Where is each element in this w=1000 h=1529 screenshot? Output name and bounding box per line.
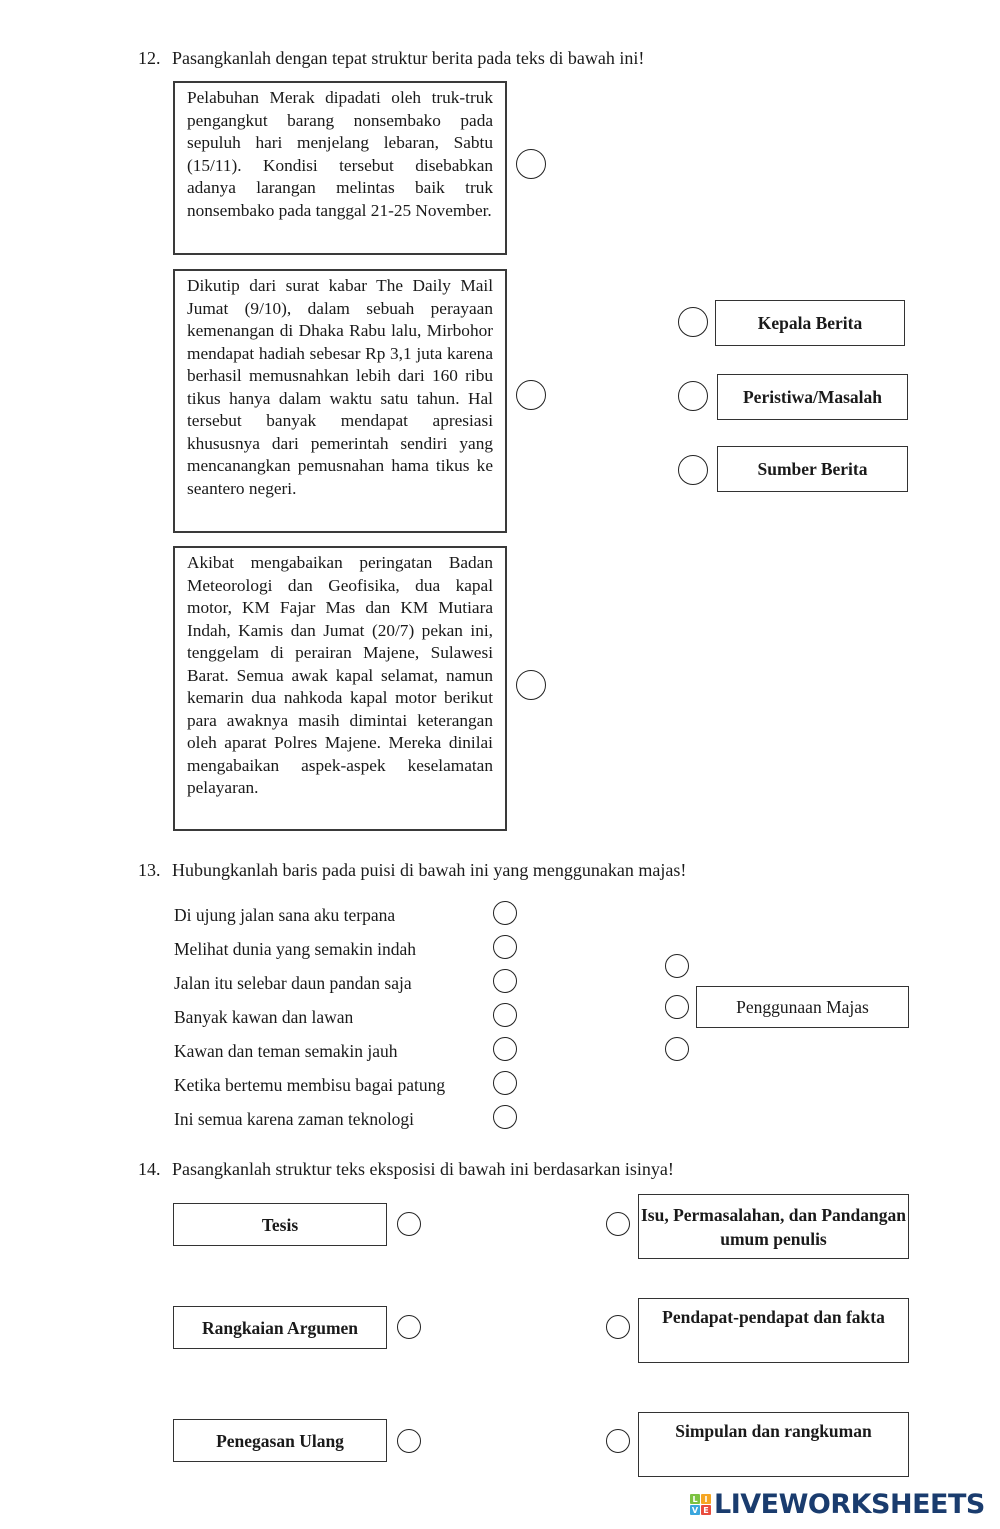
question-number: 12.	[138, 48, 161, 68]
option-rangkaian-argumen: Rangkaian Argumen	[173, 1306, 387, 1349]
option-peristiwa-masalah: Peristiwa/Masalah	[717, 374, 908, 420]
match-point-poem-line-6[interactable]	[493, 1071, 517, 1095]
match-point-rangkaian-argumen[interactable]	[397, 1315, 421, 1339]
question-instruction: Hubungkanlah baris pada puisi di bawah ini yang menggunakan majas!	[172, 860, 687, 880]
match-point-poem-line-2[interactable]	[493, 935, 517, 959]
match-point-poem-line-4[interactable]	[493, 1003, 517, 1027]
match-point-poem-line-7[interactable]	[493, 1105, 517, 1129]
question-instruction: Pasangkanlah struktur teks eksposisi di bawah ini berdasarkan isinya!	[172, 1159, 674, 1179]
match-point-poem-line-3[interactable]	[493, 969, 517, 993]
match-point-sumber-berita[interactable]	[678, 455, 708, 485]
match-point-passage-1[interactable]	[516, 149, 546, 179]
poem-line-3: Jalan itu selebar daun pandan saja	[174, 973, 412, 993]
liveworksheets-logo	[690, 1489, 985, 1520]
option-pendapat-fakta: Pendapat-pendapat dan fakta	[638, 1298, 909, 1363]
match-point-pendapat-fakta[interactable]	[606, 1315, 630, 1339]
match-point-passage-2[interactable]	[516, 380, 546, 410]
match-point-tesis[interactable]	[397, 1212, 421, 1236]
news-passage-3: Akibat mengabaikan peringatan Badan Meteorologi dan Geofisika, dua kapal motor, KM Fajar Mas dan KM Mutiara Indah, Kamis dan Jumat (20/7) pekan ini, tenggelam di perairan Majene, Sulawesi Barat. Semua awak kapal selamat, namun kemarin dua nahkoda kapal motor berikut para awaknya masih dimintai keterangan oleh aparat Polres Majene. Mereka dinilai mengabaikan aspek-aspek keselamatan pelayaran.	[173, 546, 507, 831]
option-penggunaan-majas: Penggunaan Majas	[696, 986, 909, 1028]
news-passage-1: Pelabuhan Merak dipadati oleh truk-truk pengangkut barang nonsembako pada sepuluh hari menjelang lebaran, Sabtu (15/11). Kondisi tersebut disebabkan adanya larangan melintas baik truk nonsembako pada tanggal 21-25 November.	[173, 81, 507, 255]
logo-tile-i: I	[701, 1494, 711, 1504]
match-point-kepala-berita[interactable]	[678, 307, 708, 337]
match-point-poem-line-5[interactable]	[493, 1037, 517, 1061]
question-14-title	[138, 1158, 674, 1180]
option-simpulan-rangkuman: Simpulan dan rangkuman	[638, 1412, 909, 1477]
question-instruction: Pasangkanlah dengan tepat struktur berita pada teks di bawah ini!	[172, 48, 645, 68]
poem-line-1: Di ujung jalan sana aku terpana	[174, 905, 396, 925]
match-point-simpulan-rangkuman[interactable]	[606, 1429, 630, 1453]
logo-tiles-icon	[690, 1494, 711, 1515]
option-tesis: Tesis	[173, 1203, 387, 1246]
match-point-majas-3[interactable]	[665, 1037, 689, 1061]
option-sumber-berita: Sumber Berita	[717, 446, 908, 492]
question-13-title	[138, 859, 686, 881]
option-kepala-berita: Kepala Berita	[715, 300, 905, 346]
question-number: 13.	[138, 860, 161, 880]
poem-line-4: Banyak kawan dan lawan	[174, 1007, 354, 1027]
match-point-penegasan-ulang[interactable]	[397, 1429, 421, 1453]
logo-tile-e: E	[701, 1505, 711, 1515]
poem-line-2: Melihat dunia yang semakin indah	[174, 939, 417, 959]
match-point-majas-2[interactable]	[665, 995, 689, 1019]
news-passage-2: Dikutip dari surat kabar The Daily Mail Jumat (9/10), dalam sebuah perayaan kemenangan di Dhaka Rabu lalu, Mirbohor mendapat hadiah sebesar Rp 3,1 juta karena berhasil memusnahkan lebih dari 160 ribu tikus hanya dalam waktu satu tahun. Hal tersebut banyak mendapat apresiasi khususnya dari pemerintah sendiri yang mencanangkan pemusnahan hama tikus ke seantero negeri.	[173, 269, 507, 533]
match-point-passage-3[interactable]	[516, 670, 546, 700]
option-isu-permasalahan: Isu, Permasalahan, dan Pandangan umum penulis	[638, 1194, 909, 1259]
match-point-isu-permasalahan[interactable]	[606, 1212, 630, 1236]
question-number: 14.	[138, 1159, 161, 1179]
poem-line-6: Ketika bertemu membisu bagai patung	[174, 1075, 446, 1095]
poem-line-5: Kawan dan teman semakin jauh	[174, 1041, 398, 1061]
logo-tile-v: V	[691, 1505, 699, 1515]
poem-line-7: Ini semua karena zaman teknologi	[174, 1109, 415, 1129]
logo-text: LIVEWORKSHEETS	[714, 1489, 985, 1520]
match-point-poem-line-1[interactable]	[493, 901, 517, 925]
question-12-title	[138, 47, 644, 69]
logo-tile-l: L	[690, 1494, 700, 1504]
option-penegasan-ulang: Penegasan Ulang	[173, 1419, 387, 1462]
match-point-peristiwa-masalah[interactable]	[678, 381, 708, 411]
match-point-majas-1[interactable]	[665, 954, 689, 978]
